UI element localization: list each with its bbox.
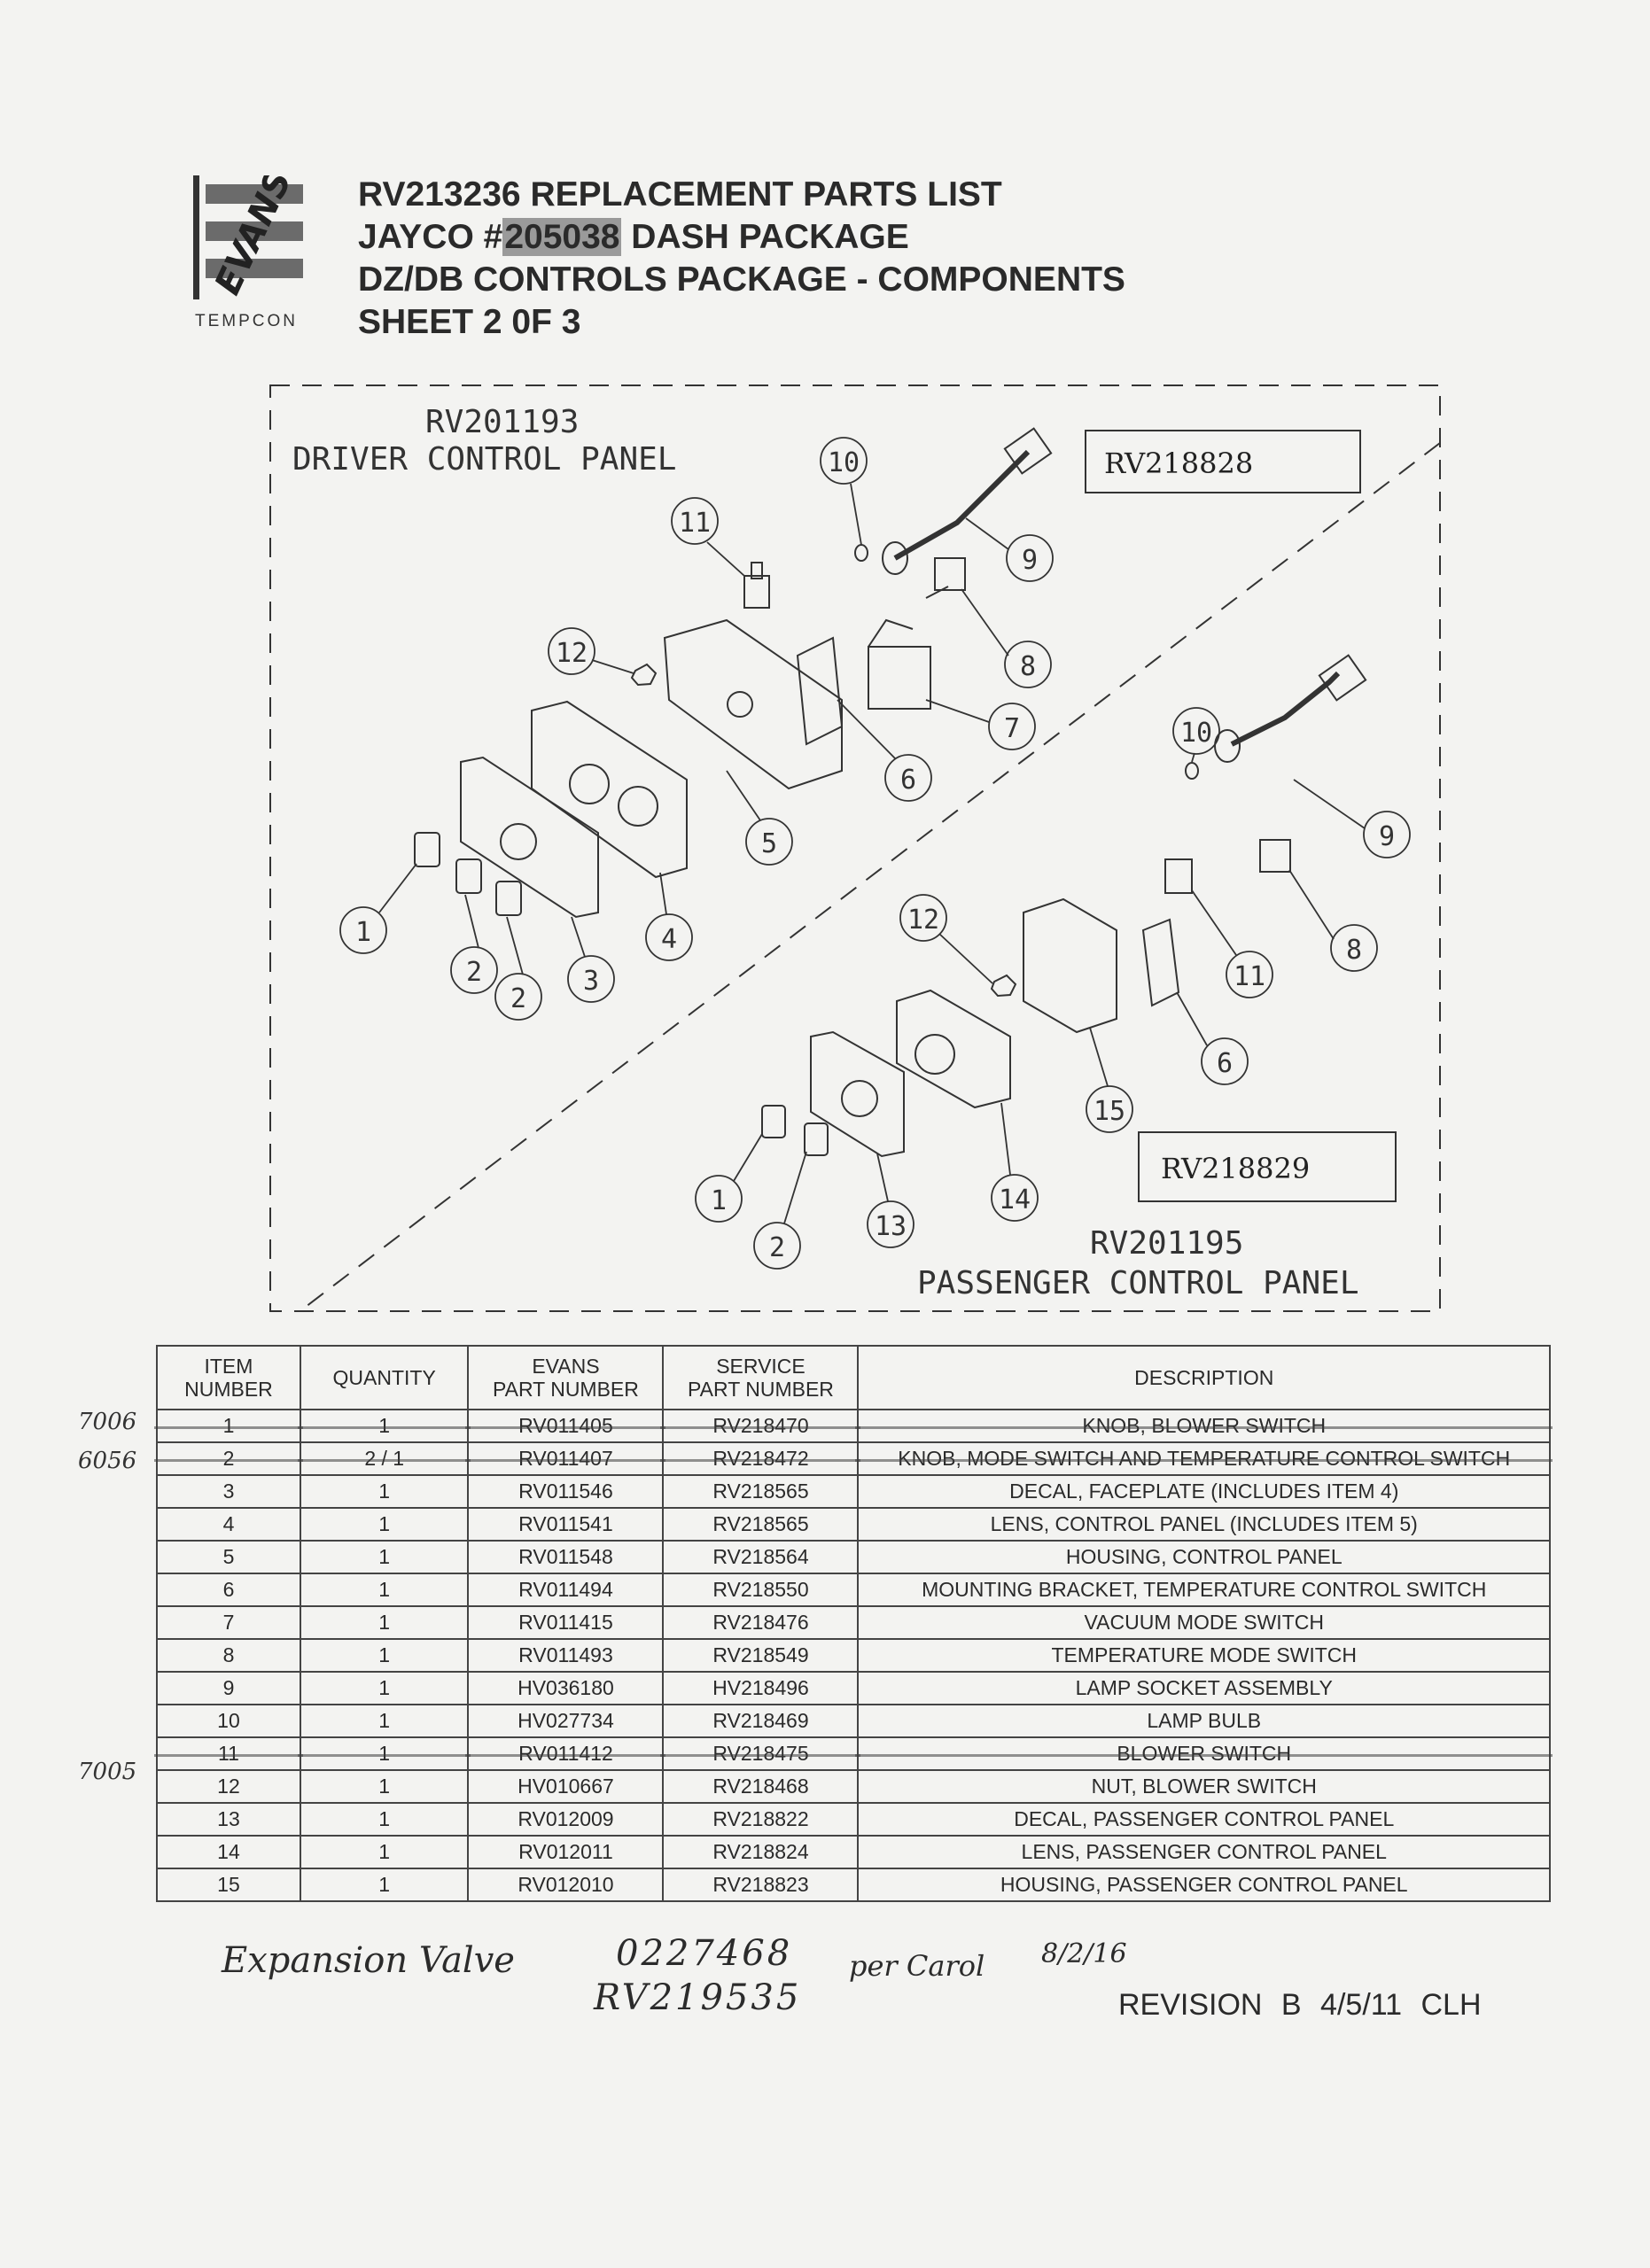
passenger-part-number: RV201195: [1090, 1225, 1244, 1262]
cell-evans-part-number: RV011546: [468, 1475, 663, 1508]
header-title: RV213236 REPLACEMENT PARTS LIST: [358, 175, 1002, 214]
cell-item-number: 5: [157, 1541, 300, 1573]
margin-note-row11: 7005: [78, 1759, 137, 1785]
table-header-row: [157, 1346, 1550, 1410]
cell-quantity: 1: [300, 1410, 469, 1442]
parts-table: [156, 1345, 1551, 1902]
cell-item-number: 9: [157, 1672, 300, 1705]
handwritten-expansion-valve: Expansion Valve: [222, 1940, 515, 1981]
callout-driver-5: 5: [760, 828, 778, 859]
driver-part-number: RV201193: [425, 404, 580, 440]
cell-quantity: 1: [300, 1737, 469, 1770]
cell-description: DECAL, PASSENGER CONTROL PANEL: [858, 1803, 1550, 1836]
cell-item-number: 15: [157, 1868, 300, 1901]
cell-item-number: 1: [157, 1410, 300, 1442]
cell-quantity: 1: [300, 1606, 469, 1639]
exploded-parts-diagram: [266, 381, 1453, 1320]
cell-evans-part-number: RV011412: [468, 1737, 663, 1770]
callout-driver-1: 1: [354, 917, 372, 948]
table-row: [157, 1573, 1550, 1606]
handwritten-date: 8/2/16: [1041, 1938, 1127, 1969]
header-item-number: ITEM NUMBER: [157, 1346, 300, 1410]
table-row: [157, 1868, 1550, 1901]
cell-quantity: 1: [300, 1541, 469, 1573]
cell-service-part-number: RV218824: [663, 1836, 858, 1868]
header-line2: JAYCO #205038 DASH PACKAGE: [358, 218, 909, 256]
handwritten-rv-number: RV219535: [594, 1977, 802, 2018]
callout-passenger-8: 8: [1345, 935, 1363, 966]
header-evans-part-number: EVANS PART NUMBER: [468, 1346, 663, 1410]
cell-description: DECAL, FACEPLATE (INCLUDES ITEM 4): [858, 1475, 1550, 1508]
cell-item-number: 8: [157, 1639, 300, 1672]
callout-driver-8: 8: [1019, 651, 1037, 682]
callout-driver-3: 3: [582, 966, 600, 997]
cell-evans-part-number: HV010667: [468, 1770, 663, 1803]
cell-evans-part-number: RV011494: [468, 1573, 663, 1606]
callout-passenger-9: 9: [1378, 821, 1396, 852]
callout-driver-2b: 2: [510, 983, 527, 1014]
callout-driver-12: 12: [555, 638, 588, 669]
table-row: [157, 1442, 1550, 1475]
cell-evans-part-number: RV011541: [468, 1508, 663, 1541]
handwritten-part-number: 0227468: [616, 1933, 793, 1974]
cell-quantity: 1: [300, 1836, 469, 1868]
document-header: [358, 174, 1125, 344]
table-row: [157, 1705, 1550, 1737]
cell-service-part-number: RV218470: [663, 1410, 858, 1442]
header-line4: SHEET 2 0F 3: [358, 303, 581, 341]
cell-quantity: 2 / 1: [300, 1442, 469, 1475]
cell-item-number: 6: [157, 1573, 300, 1606]
cell-description: LAMP BULB: [858, 1705, 1550, 1737]
table-row: [157, 1475, 1550, 1508]
driver-box-number: RV218828: [1104, 447, 1254, 480]
cell-description: KNOB, MODE SWITCH AND TEMPERATURE CONTROL SWITCH: [858, 1442, 1550, 1475]
cell-description: LAMP SOCKET ASSEMBLY: [858, 1672, 1550, 1705]
cell-description: LENS, CONTROL PANEL (INCLUDES ITEM 5): [858, 1508, 1550, 1541]
cell-service-part-number: HV218496: [663, 1672, 858, 1705]
cell-evans-part-number: RV012009: [468, 1803, 663, 1836]
parts-table-body: [157, 1410, 1550, 1901]
cell-item-number: 2: [157, 1442, 300, 1475]
cell-item-number: 10: [157, 1705, 300, 1737]
callout-passenger-15: 15: [1093, 1096, 1126, 1127]
cell-evans-part-number: HV027734: [468, 1705, 663, 1737]
table-row: [157, 1410, 1550, 1442]
cell-description: BLOWER SWITCH: [858, 1737, 1550, 1770]
passenger-box-number: RV218829: [1161, 1152, 1311, 1185]
table-row: [157, 1508, 1550, 1541]
cell-quantity: 1: [300, 1508, 469, 1541]
cell-description: VACUUM MODE SWITCH: [858, 1606, 1550, 1639]
callout-passenger-13: 13: [874, 1211, 907, 1242]
cell-quantity: 1: [300, 1475, 469, 1508]
header-line3: DZ/DB CONTROLS PACKAGE - COMPONENTS: [358, 260, 1125, 299]
passenger-parts: [762, 656, 1366, 1156]
header-quantity: QUANTITY: [300, 1346, 469, 1410]
table-row: [157, 1737, 1550, 1770]
cell-service-part-number: RV218565: [663, 1508, 858, 1541]
cell-evans-part-number: HV036180: [468, 1672, 663, 1705]
cell-item-number: 12: [157, 1770, 300, 1803]
cell-description: KNOB, BLOWER SWITCH: [858, 1410, 1550, 1442]
cell-description: MOUNTING BRACKET, TEMPERATURE CONTROL SWITCH: [858, 1573, 1550, 1606]
cell-service-part-number: RV218469: [663, 1705, 858, 1737]
cell-description: HOUSING, PASSENGER CONTROL PANEL: [858, 1868, 1550, 1901]
cell-evans-part-number: RV011415: [468, 1606, 663, 1639]
cell-description: TEMPERATURE MODE SWITCH: [858, 1639, 1550, 1672]
callout-passenger-14: 14: [998, 1184, 1031, 1216]
cell-item-number: 11: [157, 1737, 300, 1770]
cell-item-number: 7: [157, 1606, 300, 1639]
cell-quantity: 1: [300, 1639, 469, 1672]
callout-passenger-11: 11: [1233, 961, 1266, 992]
driver-parts: [415, 429, 1051, 917]
callout-passenger-1: 1: [710, 1185, 728, 1216]
callout-driver-11: 11: [678, 508, 712, 539]
margin-note-row1: 7006: [78, 1409, 137, 1435]
handwritten-per-carol: per Carol: [849, 1949, 985, 1983]
cell-service-part-number: RV218564: [663, 1541, 858, 1573]
callout-driver-6: 6: [899, 765, 917, 796]
cell-description: HOUSING, CONTROL PANEL: [858, 1541, 1550, 1573]
cell-service-part-number: RV218823: [663, 1868, 858, 1901]
cell-quantity: 1: [300, 1803, 469, 1836]
callout-passenger-2: 2: [768, 1232, 786, 1263]
table-row: [157, 1639, 1550, 1672]
cell-quantity: 1: [300, 1573, 469, 1606]
cell-item-number: 3: [157, 1475, 300, 1508]
passenger-panel-label: PASSENGER CONTROL PANEL: [917, 1265, 1359, 1301]
table-row: [157, 1836, 1550, 1868]
margin-note-row2: 6056: [78, 1448, 137, 1474]
driver-panel-label: DRIVER CONTROL PANEL: [292, 441, 677, 478]
cell-item-number: 4: [157, 1508, 300, 1541]
cell-quantity: 1: [300, 1770, 469, 1803]
callout-passenger-12: 12: [907, 905, 940, 936]
callout-driver-9: 9: [1021, 545, 1039, 576]
cell-evans-part-number: RV011493: [468, 1639, 663, 1672]
cell-quantity: 1: [300, 1705, 469, 1737]
callout-driver-10: 10: [827, 447, 860, 478]
highlighted-number: 205038: [504, 218, 620, 256]
cell-evans-part-number: RV012010: [468, 1868, 663, 1901]
callout-passenger-10: 10: [1179, 718, 1213, 749]
cell-evans-part-number: RV011407: [468, 1442, 663, 1475]
revision-info: REVISION B 4/5/11 CLH: [1118, 1988, 1482, 2022]
cell-evans-part-number: RV011405: [468, 1410, 663, 1442]
logo-subtitle: TEMPCON: [195, 312, 298, 330]
callout-passenger-6: 6: [1216, 1048, 1234, 1079]
cell-evans-part-number: RV011548: [468, 1541, 663, 1573]
table-row: [157, 1541, 1550, 1573]
callout-driver-7: 7: [1003, 713, 1021, 744]
cell-service-part-number: RV218565: [663, 1475, 858, 1508]
cell-service-part-number: RV218468: [663, 1770, 858, 1803]
header-description: DESCRIPTION: [858, 1346, 1550, 1410]
cell-item-number: 14: [157, 1836, 300, 1868]
svg-text:EVANS: EVANS: [206, 175, 300, 301]
table-row: [157, 1803, 1550, 1836]
cell-evans-part-number: RV012011: [468, 1836, 663, 1868]
cell-service-part-number: RV218472: [663, 1442, 858, 1475]
cell-service-part-number: RV218476: [663, 1606, 858, 1639]
cell-service-part-number: RV218549: [663, 1639, 858, 1672]
cell-item-number: 13: [157, 1803, 300, 1836]
table-row: [157, 1770, 1550, 1803]
cell-description: LENS, PASSENGER CONTROL PANEL: [858, 1836, 1550, 1868]
cell-quantity: 1: [300, 1868, 469, 1901]
cell-description: NUT, BLOWER SWITCH: [858, 1770, 1550, 1803]
callout-driver-2a: 2: [465, 957, 483, 988]
cell-quantity: 1: [300, 1672, 469, 1705]
callout-driver-4: 4: [660, 924, 678, 955]
table-row: [157, 1606, 1550, 1639]
header-service-part-number: SERVICE PART NUMBER: [663, 1346, 858, 1410]
cell-service-part-number: RV218822: [663, 1803, 858, 1836]
cell-service-part-number: RV218550: [663, 1573, 858, 1606]
cell-service-part-number: RV218475: [663, 1737, 858, 1770]
table-row: [157, 1672, 1550, 1705]
